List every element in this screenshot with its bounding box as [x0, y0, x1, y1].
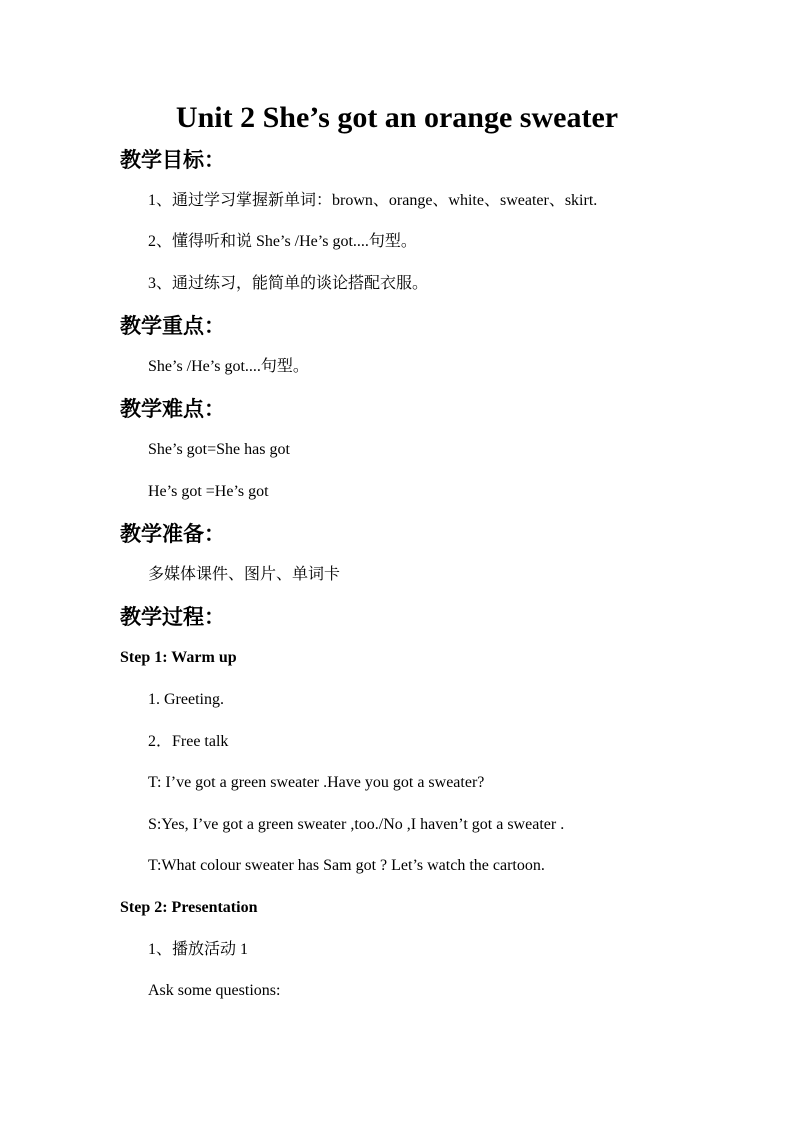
step-1-line-3: T: I’ve got a green sweater .Have you got a sweater? [148, 774, 485, 791]
objective-item-2: 2、懂得听和说 She’s /He’s got....句型。 [148, 233, 417, 250]
step-1-line-5: T:What colour sweater has Sam got ? Let’s watch the cartoon. [148, 857, 545, 874]
document-title: Unit 2 She’s got an orange sweater [175, 101, 619, 134]
step-2-line-1: 1、播放活动 1 [148, 941, 249, 958]
step-1-title: Step 1: Warm up [120, 649, 237, 666]
step-1-line-4: S:Yes, I’ve got a green sweater ,too./No ,I haven’t got a sweater . [148, 816, 565, 833]
step-1-line-2: 2．Free talk [148, 733, 229, 750]
step-1-line-1: 1. Greeting. [148, 691, 224, 708]
preparation-item-1: 多媒体课件、图片、单词卡 [148, 566, 341, 583]
key-points-heading: 教学重点： [120, 314, 225, 338]
difficulties-heading: 教学难点： [120, 397, 225, 421]
preparation-heading: 教学准备： [120, 522, 225, 546]
step-2-title: Step 2: Presentation [120, 899, 258, 916]
objective-item-1: 1、通过学习掌握新单词：brown、orange、white、sweater、skirt. [148, 192, 598, 209]
step-2-line-2: Ask some questions: [148, 982, 281, 999]
objectives-heading: 教学目标： [120, 148, 225, 172]
process-heading: 教学过程： [120, 605, 225, 629]
objective-item-3: 3、通过练习，能简单的谈论搭配衣服。 [148, 275, 429, 292]
key-point-item-1: She’s /He’s got....句型。 [148, 358, 309, 375]
difficulty-item-2: He’s got =He’s got [148, 483, 269, 500]
difficulty-item-1: She’s got=She has got [148, 441, 290, 458]
